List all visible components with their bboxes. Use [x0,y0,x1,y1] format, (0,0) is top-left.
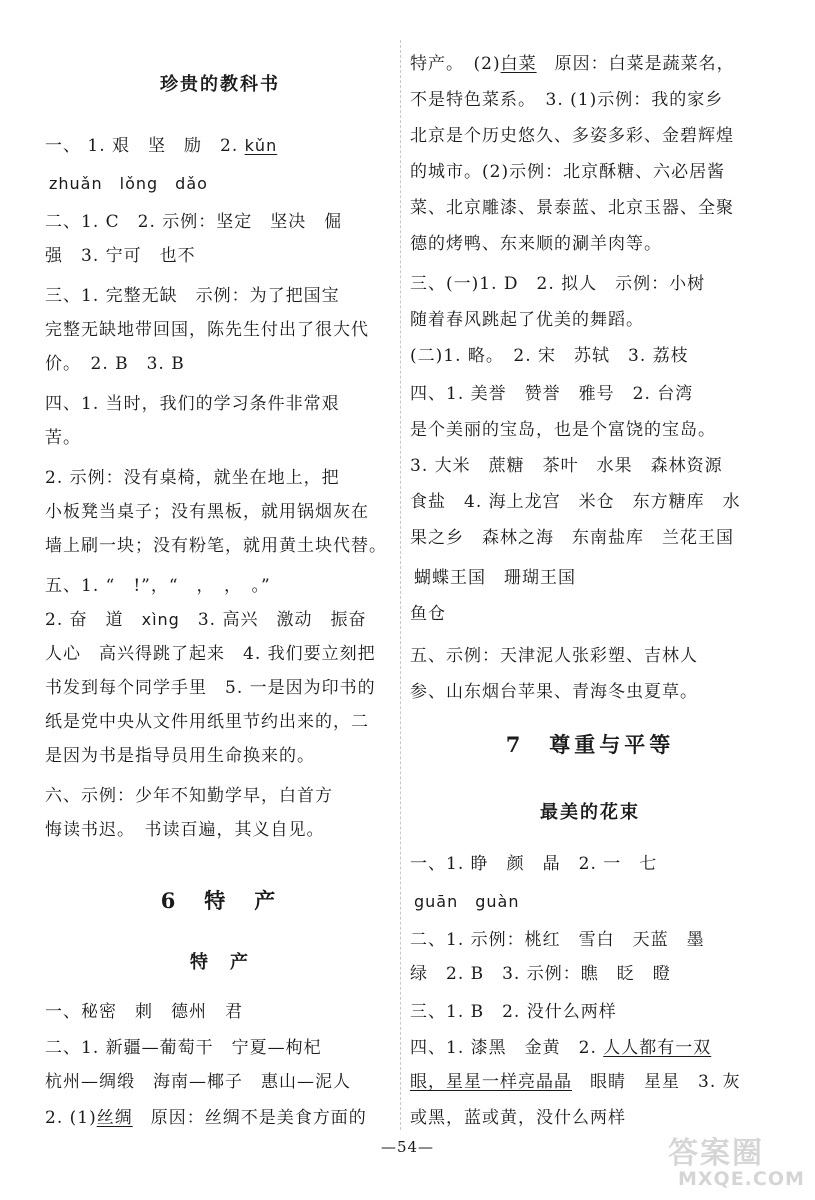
answer-line: 随着春风跳起了优美的舞蹈。 [410,310,644,330]
underlined-answer: 人人都有一双 [603,1038,712,1058]
watermark-logo [668,1128,808,1196]
answer-line: (二)1. 略。 2. 宋 苏轼 3. 荔枝 [410,346,689,366]
answer-line: 的城市。(2)示例：北京酥糖、六必居酱 [410,162,726,182]
answer-line: 四、1. 当时，我们的学习条件非常艰 [45,394,340,414]
lesson-title-precious-textbook: 珍贵的教科书 [160,74,280,95]
answer-line: 二、1. C 2. 示例：坚定 坚决 倔 [45,212,343,232]
answer-line: 四、1. 美誉 赞誉 雅号 2. 台湾 [410,384,694,404]
unit-title-specialty: 6 特 产 [160,888,280,913]
answer-line: 纸是党中央从文件用纸里节约出来的，二 [45,712,369,732]
pinyin-answer: kǔn [244,136,278,155]
pinyin-answer: xìng [141,610,180,629]
lesson-title-specialty: 特 产 [190,952,250,973]
answer-line: 苦。 [45,428,81,448]
answer-line: 三、1. B 2. 没什么两样 [410,1002,617,1022]
answer-line: 北京是个历史悠久、多姿多彩、金碧辉煌 [410,126,734,146]
page-number: —54— [380,1138,435,1156]
answer-line: 悔读书迟。 书读百遍，其义自见。 [45,820,325,840]
lesson-title-beautiful-bouquet: 最美的花束 [540,802,640,823]
answer-line: 2. (1)丝绸 原因：丝绸不是美食方面的 [45,1108,367,1128]
underlined-answer: 丝绸 [96,1108,133,1128]
answer-line: 或黑，蓝或黄，没什么两样 [410,1108,626,1128]
answer-line: 杭州—绸缎 海南—椰子 惠山—泥人 [45,1072,351,1092]
answer-line: 是因为书是指导员用生命换来的。 [45,746,315,766]
answer-line: 五、示例：天津泥人张彩塑、吉林人 [410,646,698,666]
answer-line: 果之乡 森林之海 东南盐库 兰花王国 [410,528,734,548]
unit-title-respect-equality: 7 尊重与平等 [505,732,675,757]
answer-line: 五、1. “ !”，“ ， ， 。” [45,576,271,596]
pinyin-answer: zhuǎn lǒng dǎo [49,174,208,193]
answer-line: 菜、北京雕漆、景泰蓝、北京玉器、全聚 [410,198,734,218]
answer-line: 鱼仓 [410,604,446,624]
answer-line: 德的烤鸭、东来顺的涮羊肉等。 [410,234,662,254]
answer-line: 一、秘密 刺 德州 君 [45,1002,243,1022]
answer-line: 2. 示例：没有桌椅，就坐在地上，把 [45,468,340,488]
answer-line: 一、 1. 艰 坚 励 2. kǔn [45,136,278,156]
watermark-mark: 答案圈 [668,1136,764,1171]
answer-line: 食盐 4. 海上龙宫 米仓 东方糖库 水 [410,492,741,512]
answer-line: 三、1. 完整无缺 示例：为了把国宝 [45,286,340,306]
answer-line: 参、山东烟台苹果、青海冬虫夏草。 [410,682,698,702]
column-divider [400,40,401,1130]
answer-line: 人心 高兴得跳了起来 4. 我们要立刻把 [45,644,376,664]
answer-line: 完整无缺地带回国，陈先生付出了很大代 [45,320,369,340]
answer-line: 是个美丽的宝岛，也是个富饶的宝岛。 [410,420,716,440]
answer-line: 蝴蝶王国 珊瑚王国 [414,568,576,588]
watermark-site: MXQE.COM [678,1168,805,1190]
answer-line: 墙上刷一块；没有粉笔，就用黄土块代替。 [45,536,387,556]
answer-line: 绿 2. B 3. 示例：瞧 眨 瞪 [410,964,671,984]
answer-line: 小板凳当桌子；没有黑板，就用锅烟灰在 [45,502,369,522]
answer-line: 三、(一)1. D 2. 拟人 示例：小树 [410,274,706,294]
answer-line: 强 3. 宁可 也不 [45,246,196,266]
pinyin-answer: guān guàn [414,892,520,911]
answer-line: 价。 2. B 3. B [45,354,185,374]
answer-line: 一、1. 睁 颜 晶 2. 一 七 [410,854,658,874]
underlined-answer: 白菜 [500,54,537,74]
answer-line: 眼，星星一样亮晶晶 眼睛 星星 3. 灰 [410,1072,741,1092]
answer-line: 特产。 (2)白菜 原因：白菜是蔬菜名， [410,54,735,74]
answer-line: 3. 大米 蔗糖 茶叶 水果 森林资源 [410,456,723,476]
underlined-answer: 眼，星星一样亮晶晶 [410,1072,572,1092]
answer-line: 四、1. 漆黑 金黄 2. 人人都有一双 [410,1038,712,1058]
answer-line: 二、1. 新疆—葡萄干 宁夏—枸杞 [45,1038,322,1058]
answer-line: 2. 奋 道 xìng 3. 高兴 激动 振奋 [45,610,367,630]
answer-line: 六、示例：少年不知勤学早，白首方 [45,786,333,806]
answer-line: 不是特色菜系。 3. (1)示例：我的家乡 [410,90,724,110]
answer-line: 二、1. 示例：桃红 雪白 天蓝 墨 [410,930,705,950]
answer-line: 书发到每个同学手里 5. 一是因为印书的 [45,678,376,698]
